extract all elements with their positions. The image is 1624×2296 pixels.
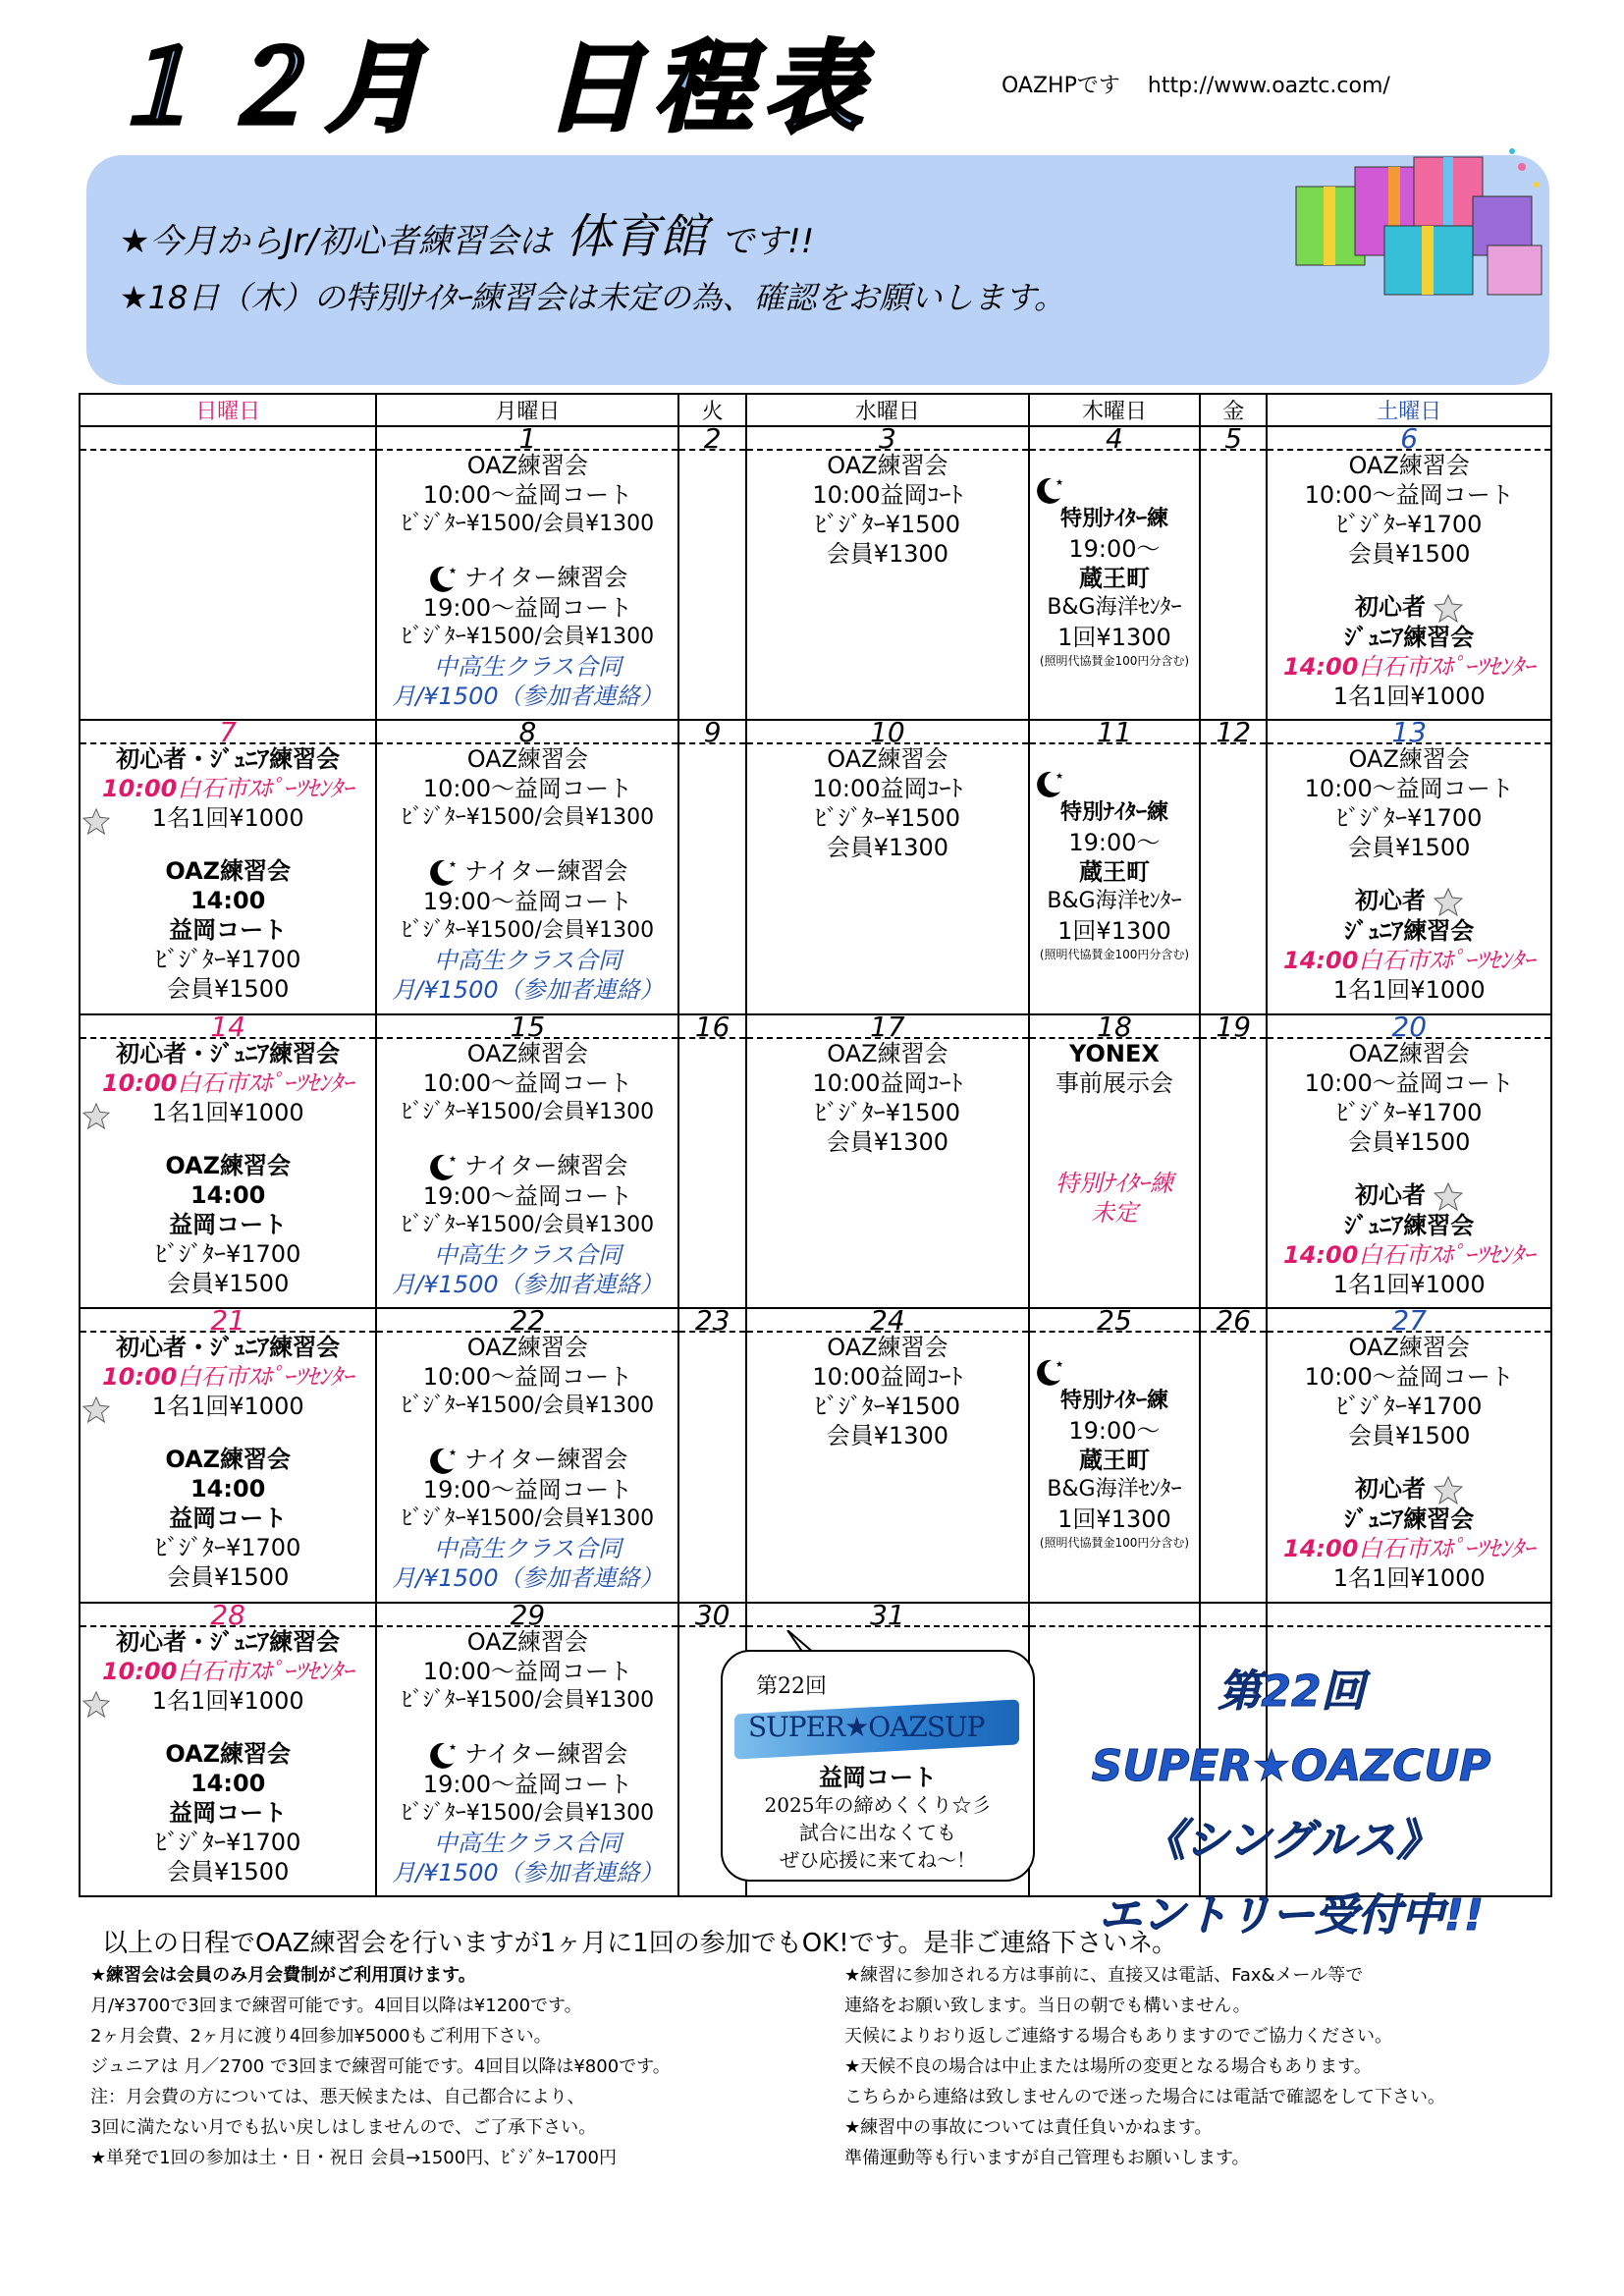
star-face-icon — [1434, 1475, 1463, 1504]
hp-url-link[interactable]: http://www.oaztc.com/ — [1147, 74, 1390, 98]
bubble-cup-name: SUPER★OAZSUP — [748, 1711, 985, 1743]
day-number: 23 — [694, 1304, 731, 1338]
day-cell-17: 17 OAZ練習会 10:00益岡ｺｰﾄ ﾋﾞｼﾞﾀｰ¥1500 会員¥1300 — [746, 1014, 1029, 1308]
svg-text:★: ★ — [449, 1154, 458, 1165]
day-cell-6: 6 OAZ練習会 10:00～益岡コート ﾋﾞｼﾞﾀｰ¥1700 会員¥1500 初心者 ｼﾞｭﾆｱ練習会 14:00白石市ｽﾎﾟｰﾂｾﾝﾀｰ 1名1回¥1000 — [1267, 426, 1551, 720]
day-number: 31 — [870, 1598, 905, 1631]
notes-left: ★練習会は会員のみ月会費制がご利用頂けます。 月/¥3700で3回まで練習可能です。4回目以降は¥1200です。 2ヶ月会費、2ヶ月に渡り4回参加¥5000もご利用下さい。 ジュニアは 月／2700 で3回まで練習可能です。4回目以降は¥800です。 注：月会費の方については、悪天候または、自己都合により、 3回に満たない月でも払い戻しはしませんので、ご了承下さい。 ★単発で1回の参加は土・日・祝日 会員→1500円、ﾋﾞｼﾞﾀｰ1700円 — [90, 1965, 671, 2168]
day-cell-27: 27 OAZ練習会 10:00～益岡コート ﾋﾞｼﾞﾀｰ¥1700 会員¥1500 初心者 ｼﾞｭﾆｱ練習会 14:00白石市ｽﾎﾟｰﾂｾﾝﾀｰ 1名1回¥1000 — [1267, 1308, 1551, 1602]
moon-icon — [427, 1152, 457, 1181]
day-number: 18 — [1097, 1010, 1132, 1043]
day-number: 12 — [1216, 716, 1252, 749]
day-number: 17 — [870, 1010, 905, 1043]
svg-text:★: ★ — [1055, 772, 1063, 783]
day-number: 5 — [1224, 422, 1243, 455]
day-number: 1 — [518, 422, 537, 455]
day-number: 29 — [510, 1598, 546, 1631]
cup-speech-bubble — [721, 1650, 1035, 1882]
day-cell-7: 7 初心者・ｼﾞｭﾆｱ練習会 10:00白石市ｽﾎﾟｰﾂｾﾝﾀｰ 1名1回¥1000 OAZ練習会 14:00 益岡コート ﾋﾞｼﾞﾀｰ¥1700 会員¥1500 — [80, 720, 376, 1013]
moon-icon — [427, 857, 457, 887]
day-cell-22: 22 OAZ練習会 10:00～益岡コート ﾋﾞｼﾞﾀｰ¥1500/会員¥1300 ★ ナイター練習会 19:00～益岡コート ﾋﾞｼﾞﾀｰ¥1500/会員¥1300 中高生クラス合同 月/¥1500（参加者連絡） — [376, 1308, 678, 1602]
weekday-monday: 月曜日 — [376, 394, 678, 426]
day-number: 7 — [219, 716, 238, 749]
moon-icon — [427, 1446, 457, 1475]
day-cell-11: 11 ★ 特別ﾅｲﾀｰ練 19:00～ 蔵王町 B&G海洋ｾﾝﾀｰ 1回¥1300 (照明代協賛金100円分含む) — [1029, 720, 1200, 1013]
day-cell-20: 20 OAZ練習会 10:00～益岡コート ﾋﾞｼﾞﾀｰ¥1700 会員¥1500 初心者 ｼﾞｭﾆｱ練習会 14:00白石市ｽﾎﾟｰﾂｾﾝﾀｰ 1名1回¥1000 — [1267, 1014, 1551, 1308]
day-cell-1: 1 OAZ練習会 10:00～益岡コート ﾋﾞｼﾞﾀｰ¥1500/会員¥1300 ★ ナイター練習会 19:00～益岡コート ﾋﾞｼﾞﾀｰ¥1500/会員¥1300 中高生クラス合同 月/¥1500（参加者連絡） — [376, 426, 678, 720]
day-cell-10: 10 OAZ練習会 10:00益岡ｺｰﾄ ﾋﾞｼﾞﾀｰ¥1500 会員¥1300 — [746, 720, 1029, 1013]
bubble-edition: 第22回 — [756, 1674, 827, 1699]
svg-text:★: ★ — [449, 860, 458, 871]
day-number: 21 — [210, 1304, 245, 1338]
day-number: 30 — [694, 1598, 731, 1631]
day-cell-empty — [80, 426, 376, 720]
moon-icon — [427, 1740, 457, 1770]
day-cell-13: 13 OAZ練習会 10:00～益岡コート ﾋﾞｼﾞﾀｰ¥1700 会員¥1500 初心者 ｼﾞｭﾆｱ練習会 14:00白石市ｽﾎﾟｰﾂｾﾝﾀｰ 1名1回¥1000 — [1267, 720, 1551, 1013]
day-cell-2 — [678, 422, 745, 720]
day-cell-23 — [678, 1304, 745, 1602]
svg-text:★: ★ — [1055, 478, 1063, 488]
star-face-icon — [1434, 593, 1463, 623]
day-cell-3: 3 OAZ練習会 10:00益岡ｺｰﾄ ﾋﾞｼﾞﾀｰ¥1500 会員¥1300 — [746, 426, 1029, 720]
moon-icon — [1034, 769, 1063, 798]
day-number: 10 — [870, 716, 905, 749]
day-cell-25: 25 ★ 特別ﾅｲﾀｰ練 19:00～ 蔵王町 B&G海洋ｾﾝﾀｰ 1回¥1300 (照明代協賛金100円分含む) — [1029, 1308, 1200, 1602]
week-row — [80, 1014, 1551, 1308]
footer-main-message: 以上の日程でOAZ練習会を行いますが1ヶ月に1回の参加でもOK!です。是非ご連絡下さいネ。 — [102, 1929, 1177, 1958]
day-cell-9 — [678, 716, 745, 1013]
day-cell-8: 8 OAZ練習会 10:00～益岡コート ﾋﾞｼﾞﾀｰ¥1500/会員¥1300 ★ ナイター練習会 19:00～益岡コート ﾋﾞｼﾞﾀｰ¥1500/会員¥1300 中高生クラス合同 月/¥1500（参加者連絡） — [376, 720, 678, 1013]
day-number: 14 — [210, 1010, 245, 1043]
moon-icon — [1034, 475, 1063, 505]
svg-text:★: ★ — [449, 567, 458, 576]
weekday-thursday: 木曜日 — [1029, 394, 1200, 426]
hp-label: OAZHPです — [1001, 74, 1120, 98]
day-cell-4: 4 ★ 特別ﾅｲﾀｰ練 19:00～ 蔵王町 B&G海洋ｾﾝﾀｰ 1回¥1300 (照明代協賛金100円分含む) — [1029, 426, 1200, 720]
week-row — [80, 720, 1551, 1013]
day-cell-18: 18 YONEX 事前展示会 特別ﾅｲﾀｰ練 未定 — [1029, 1014, 1200, 1308]
svg-text:★: ★ — [449, 1449, 458, 1459]
promo-entry: エントリー受付中!! — [1098, 1890, 1485, 1941]
svg-text:★: ★ — [1055, 1360, 1063, 1371]
bubble-message: 2025年の締めくくり☆彡 試合に出なくても ぜひ応援に来てね～！ — [764, 1793, 992, 1872]
day-number: 25 — [1097, 1304, 1132, 1338]
weekday-wednesday: 水曜日 — [746, 394, 1029, 426]
day-cell-19 — [1200, 1010, 1267, 1308]
bubble-venue: 益岡コート — [819, 1764, 937, 1791]
day-cell-24: 24 OAZ練習会 10:00益岡ｺｰﾄ ﾋﾞｼﾞﾀｰ¥1500 会員¥1300 — [746, 1308, 1029, 1602]
day-cell-29: 29 OAZ練習会 10:00～益岡コート ﾋﾞｼﾞﾀｰ¥1500/会員¥1300 ★ ナイター練習会 19:00～益岡コート ﾋﾞｼﾞﾀｰ¥1500/会員¥1300 中高生クラス合同 月/¥1500（参加者連絡） — [376, 1603, 678, 1896]
svg-text:★: ★ — [449, 1742, 458, 1753]
day-number: 15 — [510, 1010, 546, 1043]
day-number: 2 — [703, 422, 722, 455]
day-number: 28 — [210, 1598, 245, 1631]
star-face-icon — [1434, 887, 1463, 916]
day-number: 3 — [879, 422, 896, 455]
gift-boxes-illustration — [1276, 137, 1551, 304]
day-number: 11 — [1097, 716, 1132, 749]
promo-format: 《シングルス》 — [1142, 1816, 1440, 1866]
homepage-note — [1001, 69, 1390, 99]
star-face-icon — [82, 1690, 110, 1718]
weekday-tuesday: 火 — [678, 394, 745, 426]
notes-right: ★練習に参加される方は事前に、直接又は電話、Fax&メール等で 連絡をお願い致します。当日の朝でも構いません。 天候によりおり返しご連絡する場合もありますのでご協力ください。 ★天候不良の場合は中止または場所の変更となる場合もあります。 こちらから連絡は致しませんので迷った場合には電話で確認をして下さい。 ★練習中の事故については責任負いかねます。 準備運動等も行いますが自己管理もお願いします。 — [844, 1965, 1445, 2168]
title-schedule: 日程表 — [544, 30, 874, 145]
day-cell-12 — [1200, 716, 1267, 1013]
day-number: 19 — [1216, 1010, 1252, 1043]
day-number: 24 — [870, 1304, 905, 1338]
page-title — [106, 30, 874, 145]
weekday-saturday: 土曜日 — [1267, 394, 1551, 426]
moon-icon — [1034, 1357, 1063, 1387]
day-cell-5 — [1200, 422, 1267, 720]
moon-icon — [427, 564, 457, 593]
star-face-icon — [82, 1102, 110, 1129]
notice-line-2: ★18日（木）の特別ﾅｲﾀｰ練習会は未定の為、確認をお願いします。 — [120, 279, 1065, 316]
promo-title: 第22回 SUPER★OAZCUP — [1091, 1667, 1491, 1791]
day-number: 26 — [1216, 1304, 1252, 1338]
day-number: 27 — [1391, 1304, 1428, 1338]
weekday-sunday: 日曜日 — [80, 394, 376, 426]
day-number: 4 — [1106, 422, 1123, 455]
day-number: 9 — [703, 716, 722, 749]
day-cell-14: 14 初心者・ｼﾞｭﾆｱ練習会 10:00白石市ｽﾎﾟｰﾂｾﾝﾀｰ 1名1回¥1000 OAZ練習会 14:00 益岡コート ﾋﾞｼﾞﾀｰ¥1700 会員¥1500 — [80, 1014, 376, 1308]
day-cell-26 — [1200, 1304, 1267, 1602]
week-row — [80, 426, 1551, 720]
day-number: 16 — [694, 1010, 731, 1043]
day-cell-16 — [678, 1010, 745, 1308]
day-number: 13 — [1391, 716, 1428, 749]
star-face-icon — [82, 1395, 110, 1423]
title-month: １２月 — [106, 30, 436, 145]
day-cell-21: 21 初心者・ｼﾞｭﾆｱ練習会 10:00白石市ｽﾎﾟｰﾂｾﾝﾀｰ 1名1回¥1000 OAZ練習会 14:00 益岡コート ﾋﾞｼﾞﾀｰ¥1700 会員¥1500 — [80, 1308, 376, 1602]
day-cell-28: 28 初心者・ｼﾞｭﾆｱ練習会 10:00白石市ｽﾎﾟｰﾂｾﾝﾀｰ 1名1回¥1000 OAZ練習会 14:00 益岡コート ﾋﾞｼﾞﾀｰ¥1700 会員¥1500 — [80, 1603, 376, 1896]
day-number: 22 — [510, 1304, 546, 1338]
day-cell-15: 15 OAZ練習会 10:00～益岡コート ﾋﾞｼﾞﾀｰ¥1500/会員¥1300 ★ ナイター練習会 19:00～益岡コート ﾋﾞｼﾞﾀｰ¥1500/会員¥1300 中高生クラス合同 月/¥1500（参加者連絡） — [376, 1014, 678, 1308]
star-face-icon — [1434, 1181, 1463, 1211]
weekday-friday: 金 — [1200, 394, 1267, 426]
day-number: 8 — [518, 716, 537, 749]
weekday-header-row — [80, 394, 1551, 426]
day-number: 20 — [1391, 1010, 1428, 1043]
week-row — [80, 1308, 1551, 1602]
notice-line-1: ★今月からJr/初心者練習会は 体育館 です!! — [120, 209, 815, 264]
star-face-icon — [82, 807, 110, 835]
day-number: 6 — [1400, 422, 1419, 455]
cup-promo-text — [1060, 1655, 1522, 1953]
